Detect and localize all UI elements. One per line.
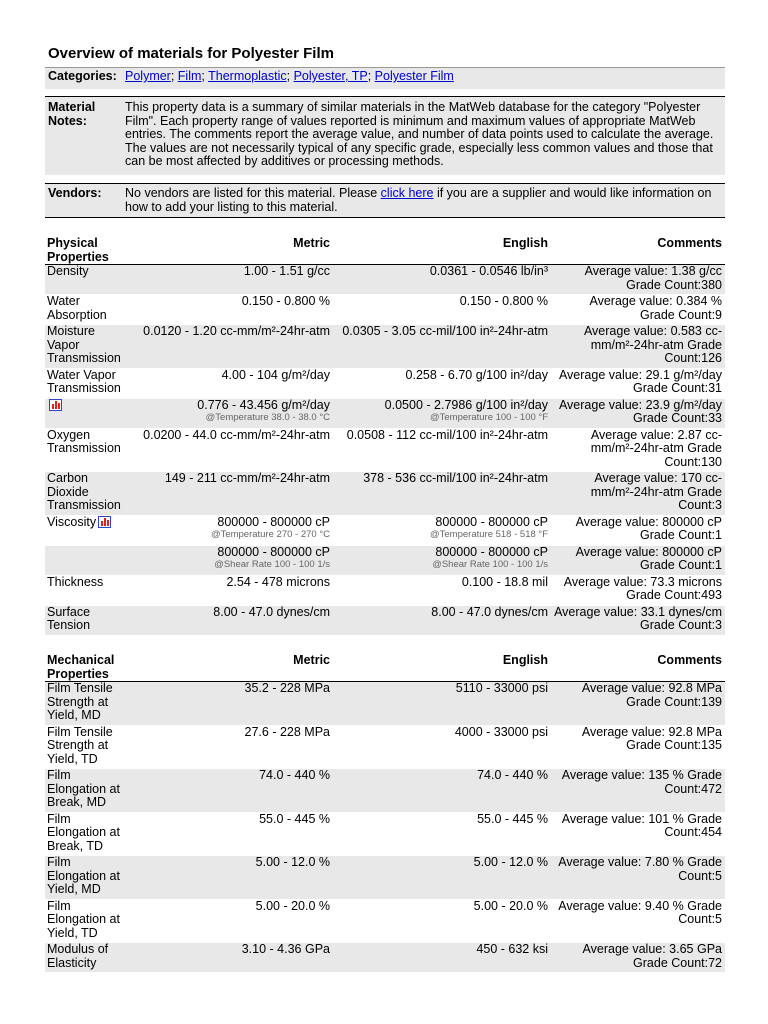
- property-name-text: Film Tensile Strength at Yield, MD: [47, 681, 113, 722]
- property-name: [45, 943, 133, 973]
- property-row: [45, 769, 725, 813]
- property-name: [45, 472, 133, 516]
- category-link-polymer[interactable]: Polymer: [125, 69, 171, 83]
- metric-value-text: 35.2 - 228 MPa: [244, 681, 330, 695]
- material-notes-row: [45, 96, 725, 175]
- english-value-text: 5.00 - 12.0 %: [473, 855, 548, 869]
- comments-value: Average value: 0.583 cc-mm/m²-24hr-atm Grade Count:126: [583, 324, 722, 365]
- bar-chart-icon[interactable]: [49, 399, 62, 411]
- metric-value-text: 0.776 - 43.456 g/m²/day: [197, 397, 330, 412]
- property-name: [45, 575, 133, 605]
- english-value-text: 0.0305 - 3.05 cc-mil/100 in²-24hr-atm: [342, 324, 548, 338]
- property-name-text: Film Elongation at Break, MD: [47, 768, 120, 809]
- metric-value: [133, 856, 333, 900]
- material-notes-text: This property data is a summary of similar materials in the MatWeb database for the category "Polyester Film". Each property range of values reported is minimum and maximum values of appropriate MatWeb entries. The comments report the average value, and number of data points used to calculate the average. The values are not necessarily typical of any specific grade, especially less common values and those that can be most affected by additives or processing methods.: [125, 100, 714, 168]
- english-value: [333, 682, 551, 726]
- property-name: [45, 515, 133, 545]
- property-name: [45, 265, 133, 295]
- property-row: [45, 295, 725, 325]
- metric-value: [133, 545, 333, 575]
- property-row: [45, 575, 725, 605]
- english-value: [333, 545, 551, 575]
- english-value: [333, 856, 551, 900]
- metric-value: [133, 812, 333, 856]
- category-link-thermoplastic[interactable]: Thermoplastic: [208, 69, 287, 83]
- english-value: [333, 265, 551, 295]
- english-value: [333, 605, 551, 635]
- categories-label: Categories:: [48, 69, 117, 83]
- category-link-polyester-tp[interactable]: Polyester, TP: [293, 69, 368, 83]
- english-value-text: 378 - 536 cc-mil/100 in²-24hr-atm: [363, 471, 548, 485]
- metric-value-text: 8.00 - 47.0 dynes/cm: [213, 604, 330, 619]
- physical-properties-header: Physical Properties: [47, 236, 109, 264]
- comments-value: Average value: 135 % Grade Count:472: [561, 768, 722, 796]
- english-value: [333, 769, 551, 813]
- property-name-text: Surface Tension: [47, 604, 91, 632]
- property-row: [45, 265, 725, 295]
- metric-value-text: 2.54 - 478 microns: [226, 574, 330, 589]
- metric-value: [133, 325, 333, 369]
- property-name: [45, 769, 133, 813]
- english-value-text: 0.0508 - 112 cc-mil/100 in²-24hr-atm: [346, 427, 548, 442]
- property-name-text: Film Elongation at Yield, MD: [47, 855, 120, 896]
- physical-properties-table: [45, 237, 725, 635]
- metric-value: [133, 682, 333, 726]
- property-name-text: Thickness: [47, 574, 104, 589]
- english-value: [333, 515, 551, 545]
- metric-value-text: 3.10 - 4.36 GPa: [241, 942, 330, 956]
- english-column-header: English: [502, 236, 548, 250]
- property-row: [45, 545, 725, 575]
- comments-value: Average value: 1.38 g/cc Grade Count:380: [584, 264, 722, 292]
- metric-value: [133, 515, 333, 545]
- property-row: [45, 368, 725, 398]
- english-value: [333, 472, 551, 516]
- property-name-text: Density: [47, 264, 89, 278]
- english-condition: @Shear Rate 100 - 100 1/s: [432, 559, 548, 570]
- comments-value: Average value: 73.3 microns Grade Count:493: [563, 574, 722, 602]
- vendors-click-here-link[interactable]: click here: [380, 186, 434, 200]
- property-name-text: Water Absorption: [47, 294, 107, 322]
- vendors-text: [125, 184, 725, 218]
- property-name: [45, 428, 133, 472]
- metric-value-text: 149 - 211 cc-mm/m²-24hr-atm: [164, 471, 330, 485]
- property-row: [45, 899, 725, 943]
- comments-value: Average value: 101 % Grade Count:454: [561, 811, 722, 839]
- metric-value: [133, 605, 333, 635]
- english-value-text: 0.0361 - 0.0546 lb/in³: [429, 264, 548, 278]
- property-name: [45, 605, 133, 635]
- metric-value-text: 0.150 - 0.800 %: [241, 294, 330, 308]
- comments-value: Average value: 0.384 % Grade Count:9: [589, 294, 722, 322]
- categories-row: [45, 67, 725, 89]
- property-row: [45, 605, 725, 635]
- comments-value: Average value: 7.80 % Grade Count:5: [558, 855, 722, 883]
- metric-value-text: 0.0120 - 1.20 cc-mm/m²-24hr-atm: [143, 324, 330, 338]
- english-column-header: English: [502, 653, 548, 667]
- property-name: [45, 325, 133, 369]
- metric-value: [133, 368, 333, 398]
- mechanical-properties-header: Mechanical Properties: [47, 653, 115, 681]
- metric-value-text: 800000 - 800000 cP: [217, 514, 330, 529]
- property-row: [45, 943, 725, 973]
- property-name-text: Film Elongation at Yield, TD: [47, 898, 120, 940]
- property-name: [45, 295, 133, 325]
- metric-value-text: 1.00 - 1.51 g/cc: [243, 264, 330, 278]
- page-title: Overview of materials for Polyester Film: [48, 45, 334, 62]
- english-value-text: 0.0500 - 2.7986 g/100 in²/day: [384, 397, 548, 412]
- comments-value: Average value: 29.1 g/m²/day Grade Count:31: [558, 367, 722, 395]
- property-row: [45, 682, 725, 726]
- property-name: [45, 545, 133, 575]
- property-row: [45, 725, 725, 769]
- property-name: [45, 398, 133, 428]
- comments-value: Average value: 92.8 MPa Grade Count:135: [581, 724, 722, 752]
- metric-value: [133, 265, 333, 295]
- english-value: [333, 428, 551, 472]
- metric-value-text: 5.00 - 20.0 %: [255, 898, 330, 913]
- vendors-label: Vendors:: [48, 186, 102, 200]
- property-name: [45, 812, 133, 856]
- english-value-text: 800000 - 800000 cP: [435, 514, 548, 529]
- property-name: [45, 856, 133, 900]
- category-link-film[interactable]: Film: [177, 69, 202, 83]
- metric-value: [133, 899, 333, 943]
- english-value-text: 55.0 - 445 %: [477, 811, 548, 826]
- property-row: [45, 325, 725, 369]
- property-name-text: Oxygen Transmission: [47, 427, 121, 455]
- metric-value: [133, 725, 333, 769]
- comments-value: Average value: 92.8 MPa Grade Count:139: [581, 681, 722, 709]
- english-value: [333, 575, 551, 605]
- metric-column-header: Metric: [293, 236, 330, 250]
- metric-value: [133, 398, 333, 428]
- english-value: [333, 899, 551, 943]
- metric-value-text: 74.0 - 440 %: [259, 768, 330, 782]
- comments-value: Average value: 33.1 dynes/cm Grade Count:3: [554, 604, 722, 632]
- vendors-text-before: No vendors are listed for this material. Please: [125, 186, 381, 200]
- metric-value-text: 5.00 - 12.0 %: [255, 855, 330, 869]
- metric-value: [133, 295, 333, 325]
- metric-value: [133, 943, 333, 973]
- english-value: [333, 812, 551, 856]
- comments-value: Average value: 3.65 GPa Grade Count:72: [582, 942, 722, 970]
- english-value-text: 8.00 - 47.0 dynes/cm: [431, 604, 548, 619]
- english-value-text: 5110 - 33000 psi: [455, 681, 548, 695]
- english-value-text: 5.00 - 20.0 %: [473, 898, 548, 913]
- metric-value-text: 55.0 - 445 %: [259, 811, 330, 826]
- metric-value: [133, 575, 333, 605]
- english-value-text: 0.258 - 6.70 g/100 in²/day: [405, 367, 548, 382]
- metric-value: [133, 769, 333, 813]
- metric-condition: @Temperature 38.0 - 38.0 °C: [205, 412, 330, 423]
- english-value: [333, 325, 551, 369]
- property-name: [45, 899, 133, 943]
- comments-value: Average value: 23.9 g/m²/day Grade Count:33: [558, 397, 722, 425]
- bar-chart-icon[interactable]: [98, 516, 111, 528]
- english-condition: @Temperature 100 - 100 °F: [430, 412, 548, 423]
- metric-value-text: 0.0200 - 44.0 cc-mm/m²-24hr-atm: [143, 427, 330, 442]
- comments-value: Average value: 9.40 % Grade Count:5: [558, 898, 722, 926]
- property-row: [45, 398, 725, 428]
- comments-column-header: Comments: [657, 236, 722, 250]
- property-row: [45, 428, 725, 472]
- metric-condition: @Shear Rate 100 - 100 1/s: [214, 559, 330, 570]
- comments-value: Average value: 800000 cP Grade Count:1: [575, 514, 722, 542]
- english-value-text: 0.100 - 18.8 mil: [461, 574, 548, 589]
- property-name-text: Film Tensile Strength at Yield, TD: [47, 724, 113, 766]
- english-value-text: 0.150 - 0.800 %: [459, 294, 548, 308]
- english-value: [333, 368, 551, 398]
- metric-value-text: 800000 - 800000 cP: [217, 544, 330, 559]
- english-value-text: 800000 - 800000 cP: [435, 544, 548, 559]
- property-row: [45, 472, 725, 516]
- metric-column-header: Metric: [293, 653, 330, 667]
- property-row: [45, 515, 725, 545]
- property-row: [45, 856, 725, 900]
- english-value-text: 4000 - 33000 psi: [454, 724, 548, 739]
- mechanical-properties-table: [45, 654, 725, 972]
- vendors-row: [45, 183, 725, 218]
- property-name-text: Modulus of Elasticity: [47, 942, 109, 970]
- comments-value: Average value: 170 cc-mm/m²-24hr-atm Grade Count:3: [590, 471, 722, 512]
- property-row: [45, 812, 725, 856]
- property-name: [45, 725, 133, 769]
- property-name: [45, 682, 133, 726]
- property-name-text: Moisture Vapor Transmission: [47, 324, 121, 365]
- english-value-text: 450 - 632 ksi: [476, 942, 548, 956]
- metric-value: [133, 428, 333, 472]
- english-condition: @Temperature 518 - 518 °F: [430, 529, 548, 540]
- english-value: [333, 943, 551, 973]
- english-value: [333, 725, 551, 769]
- comments-value: Average value: 800000 cP Grade Count:1: [575, 544, 722, 572]
- category-link-polyester-film[interactable]: Polyester Film: [374, 69, 454, 83]
- categories-links: Polymer; Film; Thermoplastic; Polyester, TP; Polyester Film: [125, 69, 454, 83]
- vendors-text-after: if you are a supplier and would like information on how to add your listing to this material.: [125, 186, 712, 214]
- property-name: [45, 368, 133, 398]
- metric-condition: @Temperature 270 - 270 °C: [210, 529, 330, 540]
- property-name-text: Water Vapor Transmission: [47, 367, 121, 395]
- english-value-text: 74.0 - 440 %: [477, 768, 548, 782]
- metric-value-text: 4.00 - 104 g/m²/day: [221, 367, 330, 382]
- english-value: [333, 398, 551, 428]
- property-name-text: Film Elongation at Break, TD: [47, 811, 120, 853]
- metric-value: [133, 472, 333, 516]
- property-name-text: Viscosity: [47, 514, 97, 529]
- metric-value-text: 27.6 - 228 MPa: [244, 724, 330, 739]
- english-value: [333, 295, 551, 325]
- comments-column-header: Comments: [657, 653, 722, 667]
- property-name-text: Carbon Dioxide Transmission: [47, 471, 121, 512]
- material-notes-label: Material Notes:: [48, 100, 96, 128]
- comments-value: Average value: 2.87 cc-mm/m²-24hr-atm Grade Count:130: [590, 427, 722, 469]
